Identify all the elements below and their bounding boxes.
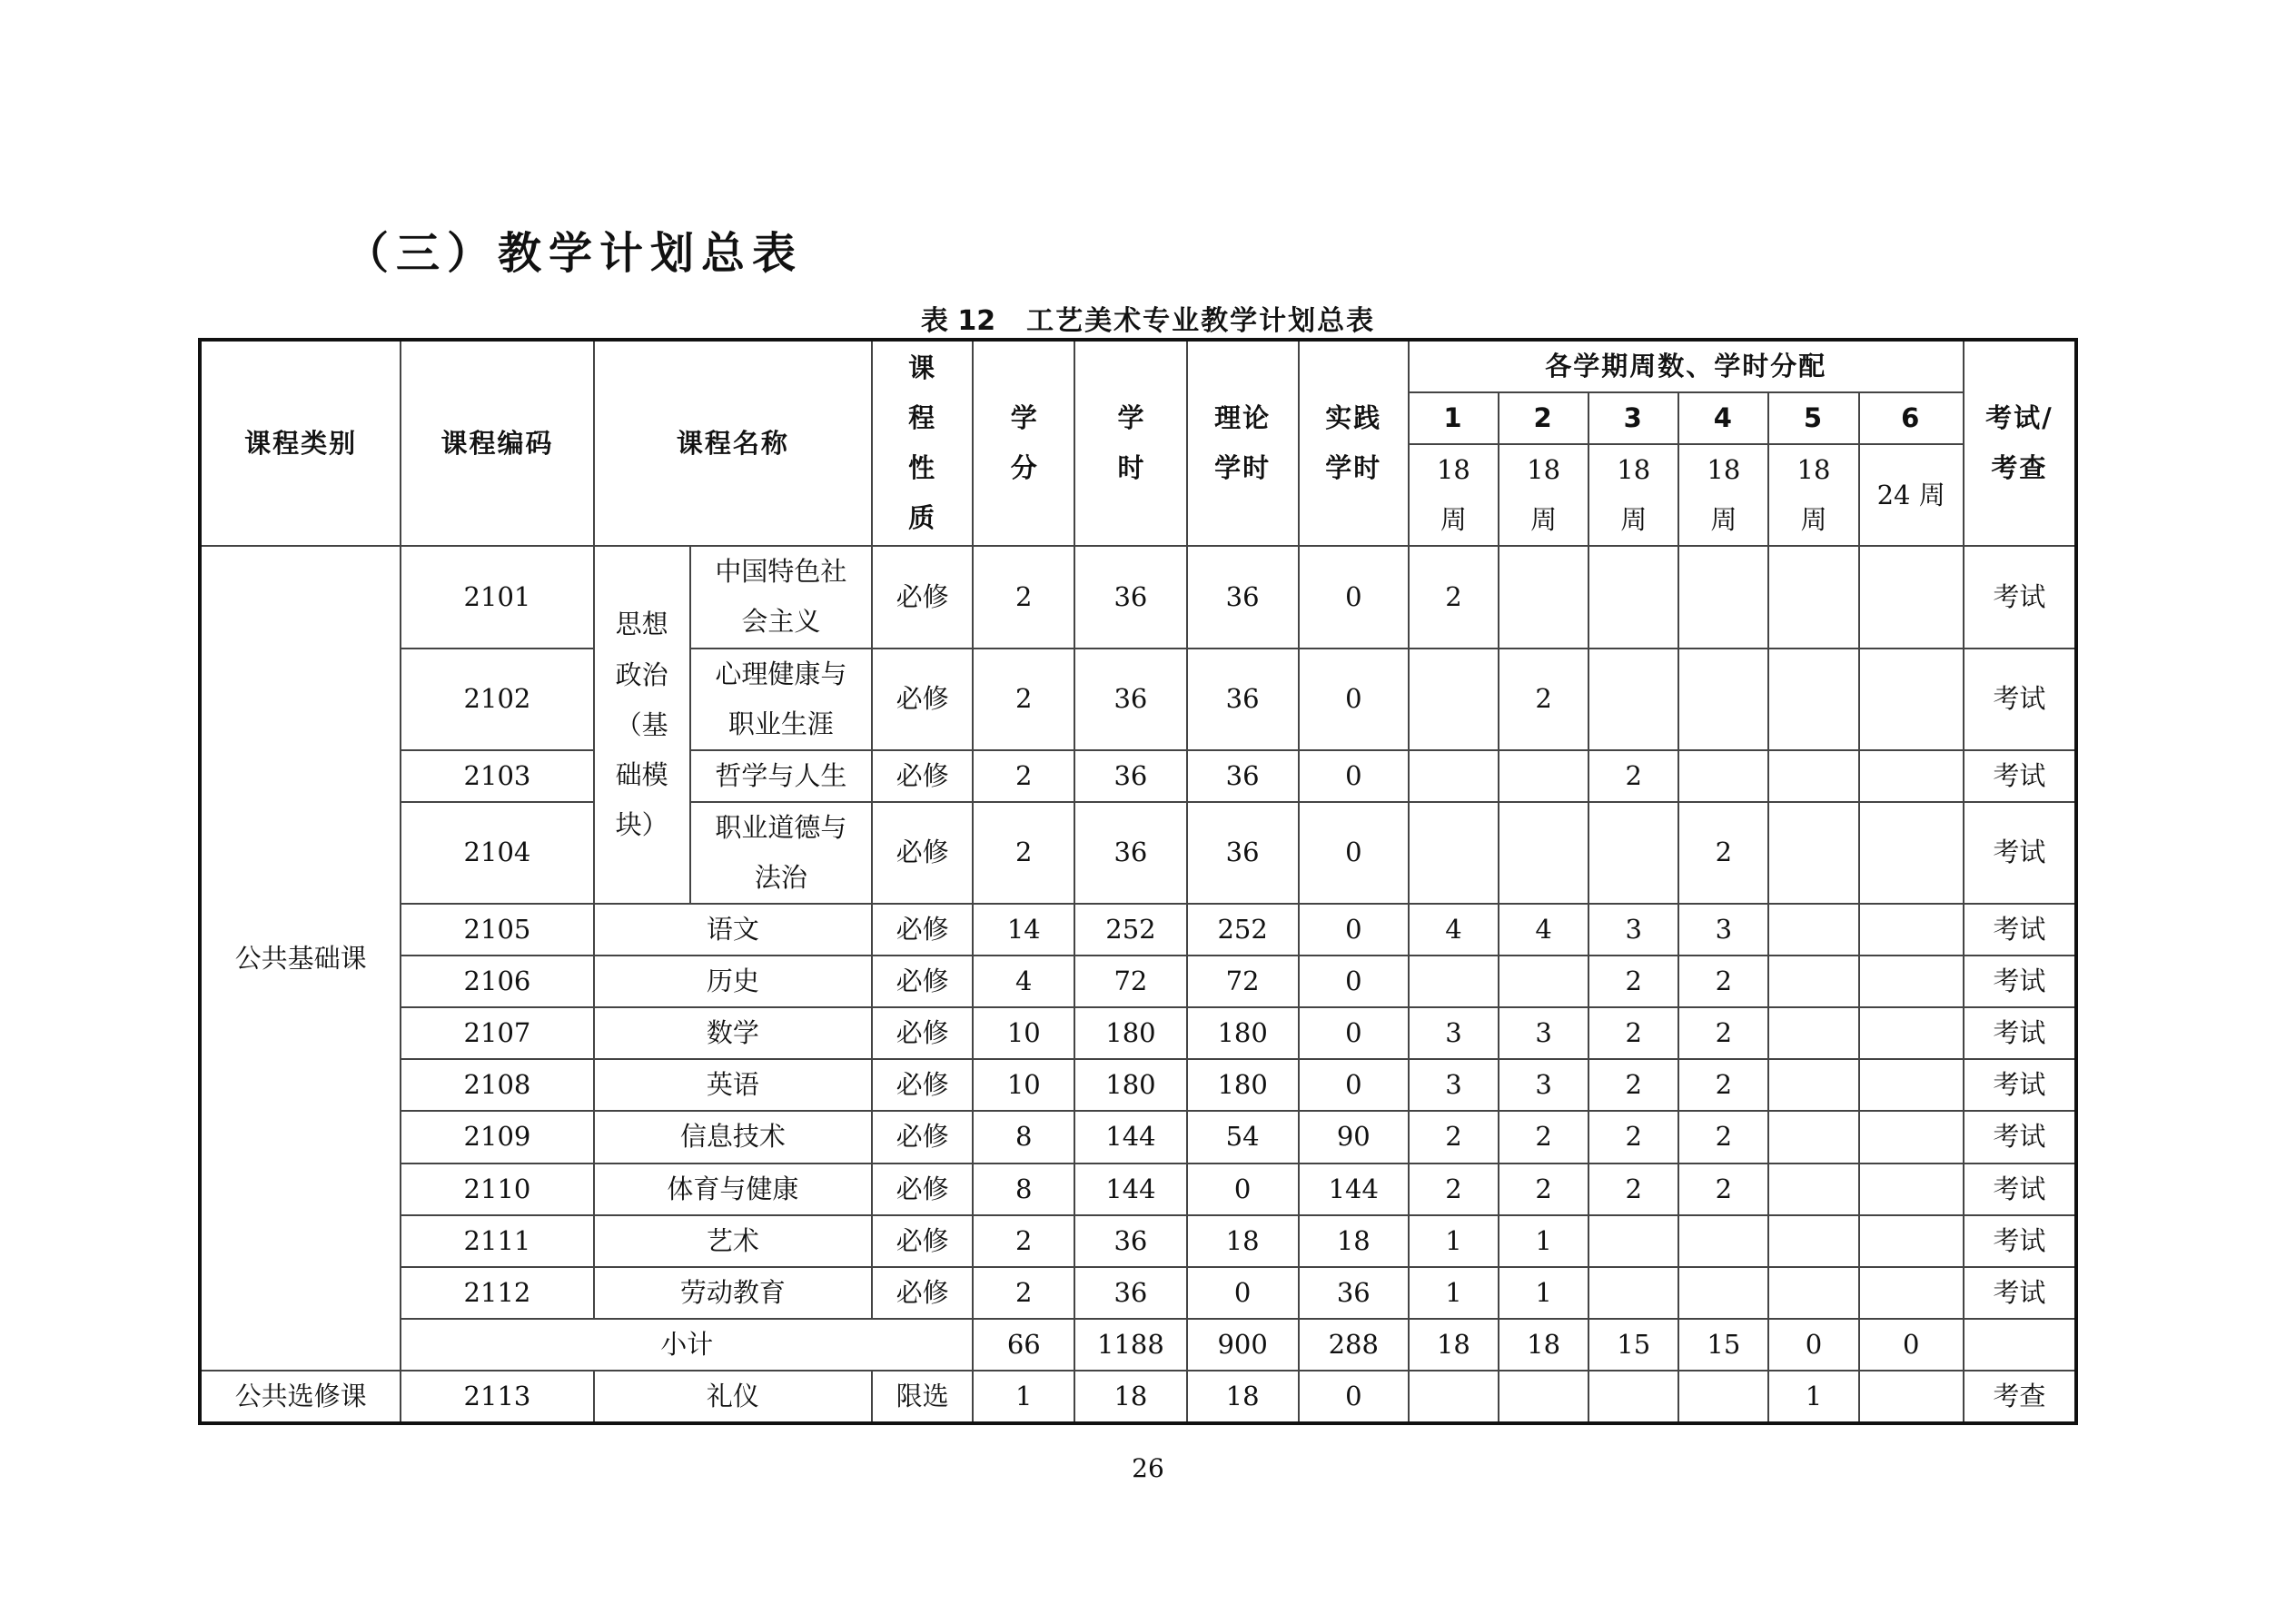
course-credits: 2 — [973, 802, 1074, 904]
course-name: 英语 — [594, 1059, 872, 1111]
table-row — [200, 1267, 2076, 1319]
header-semester-6-weeks: 24 周 — [1859, 444, 1964, 546]
semester-1-hours: 2 — [1409, 546, 1499, 648]
header-semester-1-number: 1 — [1409, 392, 1499, 444]
semester-3-hours — [1588, 1371, 1678, 1423]
subtotal-credits: 66 — [973, 1319, 1074, 1371]
header-category: 课程类别 — [200, 340, 401, 546]
semester-3-hours: 2 — [1588, 956, 1678, 1007]
course-assessment: 考试 — [1964, 1007, 2076, 1059]
semester-4-hours — [1678, 1371, 1768, 1423]
semester-2-hours: 2 — [1499, 649, 1588, 750]
semester-6-hours — [1859, 1007, 1964, 1059]
course-code: 2101 — [401, 546, 593, 648]
semester-1-hours — [1409, 649, 1499, 750]
header-semester-5-number: 5 — [1768, 392, 1858, 444]
semester-3-hours — [1588, 649, 1678, 750]
course-nature: 必修 — [872, 750, 973, 802]
course-name: 体育与健康 — [594, 1164, 872, 1215]
semester-3-hours: 3 — [1588, 904, 1678, 956]
course-name-text: 中国特色社会主义 — [715, 556, 847, 638]
semester-2-hours — [1499, 750, 1588, 802]
semester-4-hours: 2 — [1678, 802, 1768, 904]
semester-2-hours: 3 — [1499, 1059, 1588, 1111]
course-name: 数学 — [594, 1007, 872, 1059]
semester-4-hours: 2 — [1678, 956, 1768, 1007]
course-code: 2109 — [401, 1111, 593, 1163]
subtotal-label: 小计 — [401, 1319, 973, 1371]
semester-1-hours: 3 — [1409, 1059, 1499, 1111]
table-caption — [0, 298, 2296, 338]
course-credits: 2 — [973, 1215, 1074, 1267]
semester-4-hours: 2 — [1678, 1164, 1768, 1215]
semester-5-hours — [1768, 1059, 1858, 1111]
semester-3-hours: 2 — [1588, 1007, 1678, 1059]
course-nature: 必修 — [872, 1267, 973, 1319]
course-assessment: 考试 — [1964, 904, 2076, 956]
header-semester-4-number: 4 — [1678, 392, 1768, 444]
course-nature: 必修 — [872, 1164, 973, 1215]
course-hours: 36 — [1074, 546, 1186, 648]
course-theory-hours: 0 — [1187, 1267, 1299, 1319]
course-practice-hours: 0 — [1299, 1059, 1409, 1111]
course-practice-hours: 36 — [1299, 1267, 1409, 1319]
course-practice-hours: 90 — [1299, 1111, 1409, 1163]
semester-1-hours: 1 — [1409, 1215, 1499, 1267]
course-code: 2113 — [401, 1371, 593, 1423]
semester-6-hours — [1859, 1111, 1964, 1163]
course-assessment: 考试 — [1964, 1267, 2076, 1319]
course-practice-hours: 0 — [1299, 1007, 1409, 1059]
course-assessment: 考试 — [1964, 1164, 2076, 1215]
course-hours: 252 — [1074, 904, 1186, 956]
semester-1-hours — [1409, 750, 1499, 802]
subtotal-assessment — [1964, 1319, 2076, 1371]
semester-2-hours: 2 — [1499, 1111, 1588, 1163]
course-assessment: 考试 — [1964, 750, 2076, 802]
course-practice-hours: 0 — [1299, 750, 1409, 802]
header-semester-3-weeks — [1588, 444, 1678, 546]
semester-5-hours — [1768, 649, 1858, 750]
course-assessment: 考试 — [1964, 802, 2076, 904]
course-theory-hours: 252 — [1187, 904, 1299, 956]
header-semester-1-weeks — [1409, 444, 1499, 546]
semester-2-hours — [1499, 546, 1588, 648]
course-name: 礼仪 — [594, 1371, 872, 1423]
table-caption-title: 工艺美术专业教学计划总表 — [1026, 305, 1376, 337]
course-credits: 10 — [973, 1007, 1074, 1059]
semester-2-hours — [1499, 956, 1588, 1007]
semester-4-hours: 2 — [1678, 1111, 1768, 1163]
course-nature: 必修 — [872, 1007, 973, 1059]
course-nature: 限选 — [872, 1371, 973, 1423]
semester-5-hours — [1768, 1215, 1858, 1267]
course-hours: 36 — [1074, 649, 1186, 750]
course-name: 劳动教育 — [594, 1267, 872, 1319]
header-code: 课程编码 — [401, 340, 593, 546]
course-credits: 14 — [973, 904, 1074, 956]
semester-6-hours — [1859, 1164, 1964, 1215]
semester-3-hours — [1588, 546, 1678, 648]
semester-2-hours: 1 — [1499, 1267, 1588, 1319]
course-hours: 144 — [1074, 1164, 1186, 1215]
course-practice-hours: 0 — [1299, 649, 1409, 750]
course-hours: 180 — [1074, 1059, 1186, 1111]
course-credits: 2 — [973, 546, 1074, 648]
header-practice-hours — [1299, 340, 1409, 546]
header-credits-text: 学分 — [1010, 402, 1039, 484]
semester-3-hours: 2 — [1588, 750, 1678, 802]
course-code: 2102 — [401, 649, 593, 750]
header-semester-4-weeks — [1678, 444, 1768, 546]
section-heading: （三）教学计划总表 — [345, 228, 804, 279]
course-name — [690, 649, 872, 750]
course-name: 语文 — [594, 904, 872, 956]
header-semester-2-weeks-text: 18周 — [1527, 454, 1561, 536]
table-row — [200, 649, 2076, 750]
semester-6-hours — [1859, 904, 1964, 956]
course-practice-hours: 0 — [1299, 956, 1409, 1007]
semester-5-hours — [1768, 546, 1858, 648]
course-theory-hours: 18 — [1187, 1371, 1299, 1423]
table-caption-label: 表 12 — [920, 305, 996, 337]
semester-2-hours: 1 — [1499, 1215, 1588, 1267]
course-name: 信息技术 — [594, 1111, 872, 1163]
course-name-text: 职业道德与法治 — [715, 811, 847, 893]
semester-5-hours — [1768, 956, 1858, 1007]
header-semester-6-number: 6 — [1859, 392, 1964, 444]
course-nature: 必修 — [872, 1111, 973, 1163]
semester-5-hours — [1768, 1111, 1858, 1163]
course-theory-hours: 18 — [1187, 1215, 1299, 1267]
subtotal-semester-1: 18 — [1409, 1319, 1499, 1371]
header-hours — [1074, 340, 1186, 546]
course-hours: 36 — [1074, 1215, 1186, 1267]
table-row — [200, 1164, 2076, 1215]
header-theory-hours — [1187, 340, 1299, 546]
course-name: 艺术 — [594, 1215, 872, 1267]
course-code: 2104 — [401, 802, 593, 904]
course-nature: 必修 — [872, 1059, 973, 1111]
semester-3-hours: 2 — [1588, 1059, 1678, 1111]
semester-5-hours — [1768, 1267, 1858, 1319]
course-name — [690, 750, 872, 802]
semester-4-hours: 2 — [1678, 1059, 1768, 1111]
semester-3-hours: 2 — [1588, 1164, 1678, 1215]
semester-5-hours — [1768, 750, 1858, 802]
semester-1-hours: 4 — [1409, 904, 1499, 956]
course-practice-hours: 0 — [1299, 546, 1409, 648]
semester-3-hours: 2 — [1588, 1111, 1678, 1163]
semester-1-hours: 2 — [1409, 1164, 1499, 1215]
group-ideology-module — [594, 546, 690, 904]
course-assessment: 考查 — [1964, 1371, 2076, 1423]
table-row — [200, 1007, 2076, 1059]
course-theory-hours: 180 — [1187, 1007, 1299, 1059]
table-row — [200, 1111, 2076, 1163]
semester-6-hours — [1859, 546, 1964, 648]
course-credits: 10 — [973, 1059, 1074, 1111]
course-name: 历史 — [594, 956, 872, 1007]
course-theory-hours: 36 — [1187, 649, 1299, 750]
semester-5-hours — [1768, 802, 1858, 904]
header-name: 课程名称 — [594, 340, 872, 546]
semester-4-hours — [1678, 750, 1768, 802]
group-ideology-module-text: 思想政治（基础模块） — [615, 609, 668, 840]
semester-5-hours — [1768, 1164, 1858, 1215]
header-semester-2-weeks — [1499, 444, 1588, 546]
group-public-elective-courses: 公共选修课 — [200, 1371, 401, 1423]
course-code: 2106 — [401, 956, 593, 1007]
course-code: 2110 — [401, 1164, 593, 1215]
course-assessment: 考试 — [1964, 546, 2076, 648]
table-row — [200, 956, 2076, 1007]
semester-1-hours: 2 — [1409, 1111, 1499, 1163]
semester-4-hours — [1678, 546, 1768, 648]
header-semester-5-weeks — [1768, 444, 1858, 546]
semester-5-hours — [1768, 1007, 1858, 1059]
course-assessment: 考试 — [1964, 1111, 2076, 1163]
semester-6-hours — [1859, 956, 1964, 1007]
course-credits: 1 — [973, 1371, 1074, 1423]
header-nature-text: 课程性质 — [908, 352, 937, 534]
header-credits — [973, 340, 1074, 546]
course-name-text: 心理健康与职业生涯 — [715, 658, 847, 739]
table-row — [200, 802, 2076, 904]
semester-5-hours: 1 — [1768, 1371, 1858, 1423]
table-row — [200, 1215, 2076, 1267]
course-hours: 36 — [1074, 750, 1186, 802]
course-code: 2105 — [401, 904, 593, 956]
subtotal-practice-hours: 288 — [1299, 1319, 1409, 1371]
subtotal-semester-3: 15 — [1588, 1319, 1678, 1371]
course-theory-hours: 0 — [1187, 1164, 1299, 1215]
course-practice-hours: 0 — [1299, 1371, 1409, 1423]
course-code: 2107 — [401, 1007, 593, 1059]
course-nature: 必修 — [872, 904, 973, 956]
group-public-basic-courses: 公共基础课 — [200, 546, 401, 1371]
course-hours: 180 — [1074, 1007, 1186, 1059]
semester-4-hours — [1678, 1267, 1768, 1319]
course-practice-hours: 0 — [1299, 904, 1409, 956]
header-semester-5-weeks-text: 18周 — [1796, 454, 1831, 536]
subtotal-hours: 1188 — [1074, 1319, 1186, 1371]
course-nature: 必修 — [872, 546, 973, 648]
header-practice-hours-text: 实践学时 — [1325, 402, 1382, 484]
course-name — [690, 802, 872, 904]
semester-1-hours: 1 — [1409, 1267, 1499, 1319]
course-hours: 72 — [1074, 956, 1186, 1007]
course-credits: 2 — [973, 649, 1074, 750]
course-credits: 4 — [973, 956, 1074, 1007]
subtotal-row — [200, 1319, 2076, 1371]
semester-6-hours — [1859, 1059, 1964, 1111]
semester-3-hours — [1588, 1215, 1678, 1267]
course-theory-hours: 72 — [1187, 956, 1299, 1007]
subtotal-semester-4: 15 — [1678, 1319, 1768, 1371]
course-hours: 36 — [1074, 802, 1186, 904]
semester-2-hours: 2 — [1499, 1164, 1588, 1215]
subtotal-semester-5: 0 — [1768, 1319, 1858, 1371]
header-semester-group: 各学期周数、学时分配 — [1409, 340, 1964, 392]
course-nature: 必修 — [872, 1215, 973, 1267]
semester-4-hours — [1678, 1215, 1768, 1267]
semester-6-hours — [1859, 802, 1964, 904]
header-semester-1-weeks-text: 18周 — [1436, 454, 1470, 536]
semester-6-hours — [1859, 750, 1964, 802]
semester-1-hours — [1409, 802, 1499, 904]
table-row — [200, 1059, 2076, 1111]
header-assessment — [1964, 340, 2076, 546]
course-code: 2108 — [401, 1059, 593, 1111]
semester-6-hours — [1859, 1267, 1964, 1319]
course-nature: 必修 — [872, 649, 973, 750]
subtotal-theory-hours: 900 — [1187, 1319, 1299, 1371]
course-theory-hours: 54 — [1187, 1111, 1299, 1163]
semester-6-hours — [1859, 649, 1964, 750]
subtotal-semester-6: 0 — [1859, 1319, 1964, 1371]
header-row — [200, 340, 2076, 392]
semester-4-hours: 2 — [1678, 1007, 1768, 1059]
header-theory-hours-text: 理论学时 — [1214, 402, 1272, 484]
course-name — [690, 546, 872, 648]
course-nature: 必修 — [872, 956, 973, 1007]
header-semester-4-weeks-text: 18周 — [1707, 454, 1741, 536]
course-theory-hours: 36 — [1187, 750, 1299, 802]
semester-6-hours — [1859, 1371, 1964, 1423]
semester-2-hours: 3 — [1499, 1007, 1588, 1059]
semester-1-hours: 3 — [1409, 1007, 1499, 1059]
course-code: 2111 — [401, 1215, 593, 1267]
course-assessment: 考试 — [1964, 1215, 2076, 1267]
header-semester-2-number: 2 — [1499, 392, 1588, 444]
header-semester-3-number: 3 — [1588, 392, 1678, 444]
header-semester-3-weeks-text: 18周 — [1617, 454, 1651, 536]
semester-2-hours — [1499, 802, 1588, 904]
teaching-plan-table — [198, 338, 2078, 1425]
course-hours: 36 — [1074, 1267, 1186, 1319]
page-number: 26 — [1132, 1453, 1164, 1483]
semester-6-hours — [1859, 1215, 1964, 1267]
subtotal-semester-2: 18 — [1499, 1319, 1588, 1371]
semester-1-hours — [1409, 1371, 1499, 1423]
table-row — [200, 904, 2076, 956]
course-credits: 2 — [973, 1267, 1074, 1319]
table-row — [200, 750, 2076, 802]
course-credits: 2 — [973, 750, 1074, 802]
semester-2-hours: 4 — [1499, 904, 1588, 956]
course-practice-hours: 18 — [1299, 1215, 1409, 1267]
course-code: 2103 — [401, 750, 593, 802]
semester-4-hours — [1678, 649, 1768, 750]
course-name-text: 哲学与人生 — [715, 759, 847, 791]
semester-3-hours — [1588, 802, 1678, 904]
semester-4-hours: 3 — [1678, 904, 1768, 956]
semester-5-hours — [1768, 904, 1858, 956]
course-theory-hours: 36 — [1187, 802, 1299, 904]
header-hours-text: 学时 — [1117, 402, 1146, 484]
course-theory-hours: 36 — [1187, 546, 1299, 648]
course-hours: 144 — [1074, 1111, 1186, 1163]
course-assessment: 考试 — [1964, 1059, 2076, 1111]
course-code: 2112 — [401, 1267, 593, 1319]
course-practice-hours: 0 — [1299, 802, 1409, 904]
header-assessment-text: 考试/考查 — [1985, 402, 2054, 484]
course-hours: 18 — [1074, 1371, 1186, 1423]
course-assessment: 考试 — [1964, 956, 2076, 1007]
semester-1-hours — [1409, 956, 1499, 1007]
course-assessment: 考试 — [1964, 649, 2076, 750]
course-credits: 8 — [973, 1111, 1074, 1163]
semester-2-hours — [1499, 1371, 1588, 1423]
course-nature: 必修 — [872, 802, 973, 904]
course-practice-hours: 144 — [1299, 1164, 1409, 1215]
table-row — [200, 1371, 2076, 1423]
course-credits: 8 — [973, 1164, 1074, 1215]
course-theory-hours: 180 — [1187, 1059, 1299, 1111]
header-nature — [872, 340, 973, 546]
semester-3-hours — [1588, 1267, 1678, 1319]
table-row — [200, 546, 2076, 648]
